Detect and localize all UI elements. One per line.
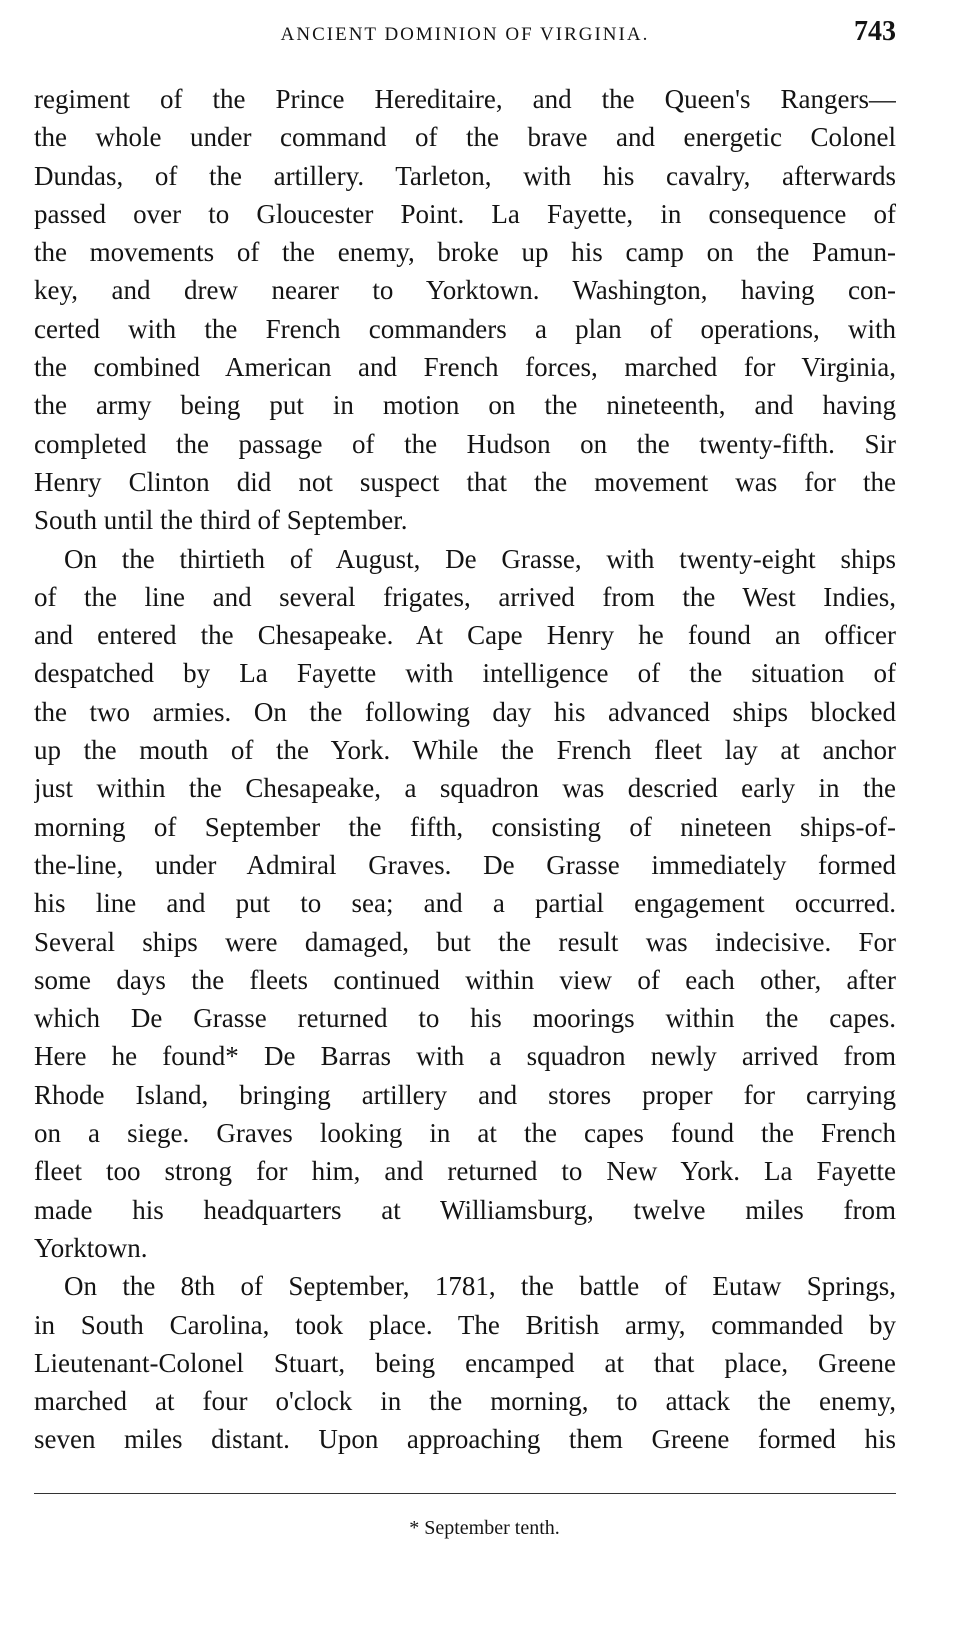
text-line: in South Carolina, took place. The British army, commanded by xyxy=(34,1309,896,1340)
text-line: despatched by La Fayette with intelligence of the situation of xyxy=(34,658,896,689)
text-line: of the line and several frigates, arrived from the West Indies, xyxy=(34,581,896,612)
text-line: and entered the Chesapeake. At Cape Henry he found an officer xyxy=(34,620,896,651)
footnote-divider xyxy=(34,1493,896,1494)
text-line: key, and drew nearer to Yorktown. Washington, having con- xyxy=(34,275,896,306)
text-line: which De Grasse returned to his moorings within the capes. xyxy=(34,1003,896,1034)
text-line: made his headquarters at Williamsburg, twelve miles from xyxy=(34,1194,896,1225)
text-line: Yorktown. xyxy=(34,1232,148,1263)
text-line: South until the third of September. xyxy=(34,505,408,536)
text-line: Here he found* De Barras with a squadron newly arrived from xyxy=(34,1041,896,1072)
text-line: up the mouth of the York. While the French fleet lay at anchor xyxy=(34,735,896,766)
text-line: the whole under command of the brave and energetic Colonel xyxy=(34,122,896,153)
text-line: certed with the French commanders a plan of operations, with xyxy=(34,313,896,344)
running-title: ANCIENT DOMINION OF VIRGINIA. xyxy=(280,24,650,45)
text-line: morning of September the fifth, consisting of nineteen ships-of- xyxy=(34,811,896,842)
text-line: his line and put to sea; and a partial engagement occurred. xyxy=(34,888,896,919)
body-text xyxy=(34,80,896,1459)
text-line: completed the passage of the Hudson on the twenty-fifth. Sir xyxy=(34,428,896,459)
text-line: the-line, under Admiral Graves. De Grasse immediately formed xyxy=(34,849,896,880)
text-line: passed over to Gloucester Point. La Fayette, in consequence of xyxy=(34,198,896,229)
text-line: On the 8th of September, 1781, the battle of Eutaw Springs, xyxy=(64,1271,896,1302)
running-head xyxy=(34,14,896,52)
text-line: some days the fleets continued within view of each other, after xyxy=(34,964,896,995)
text-line: the movements of the enemy, broke up his camp on the Pamun- xyxy=(34,237,896,268)
text-line: marched at four o'clock in the morning, to attack the enemy, xyxy=(34,1386,896,1417)
text-line: seven miles distant. Upon approaching them Greene formed his xyxy=(34,1424,896,1455)
text-line: regiment of the Prince Hereditaire, and the Queen's Rangers— xyxy=(34,84,896,114)
page-number: 743 xyxy=(854,16,896,47)
text-line: on a siege. Graves looking in at the capes found the French xyxy=(34,1118,896,1149)
text-line: the army being put in motion on the nineteenth, and having xyxy=(34,390,896,421)
text-line: Lieutenant-Colonel Stuart, being encamped at that place, Greene xyxy=(34,1347,896,1378)
text-line: Dundas, of the artillery. Tarleton, with his cavalry, afterwards xyxy=(34,160,896,191)
text-line: Rhode Island, bringing artillery and stores proper for carrying xyxy=(34,1079,896,1110)
text-line: the two armies. On the following day his advanced ships blocked xyxy=(34,696,896,727)
text-line: fleet too strong for him, and returned to New York. La Fayette xyxy=(34,1156,896,1187)
text-line: just within the Chesapeake, a squadron was descried early in the xyxy=(34,773,896,804)
text-line: the combined American and French forces, marched for Virginia, xyxy=(34,352,896,383)
text-line: Several ships were damaged, but the result was indecisive. For xyxy=(34,926,896,957)
text-line: Henry Clinton did not suspect that the movement was for the xyxy=(34,466,896,497)
footnote: * September tenth. xyxy=(409,1517,560,1539)
text-line: On the thirtieth of August, De Grasse, with twenty-eight ships xyxy=(64,543,896,574)
